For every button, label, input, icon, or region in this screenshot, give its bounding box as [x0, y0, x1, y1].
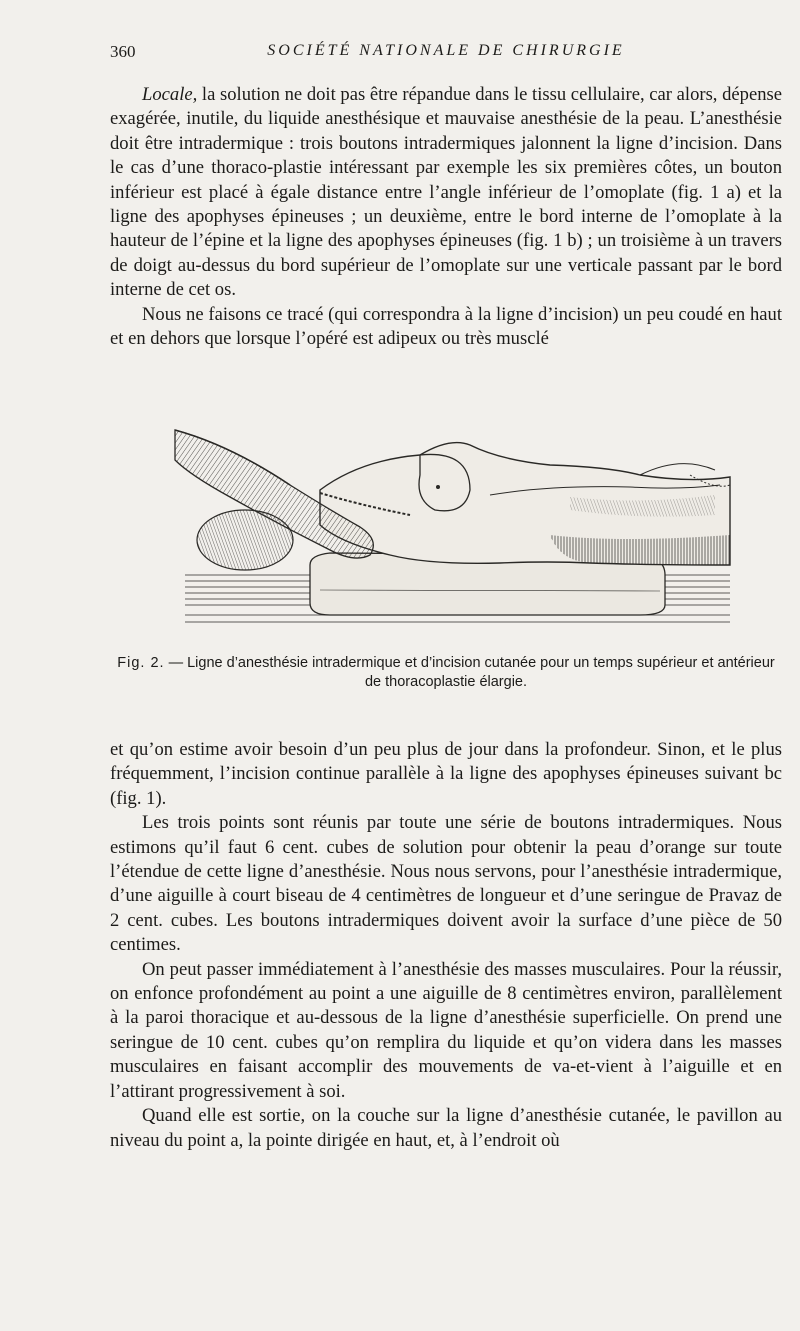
paragraph [110, 958, 782, 1104]
running-head [110, 42, 782, 66]
paragraph [110, 811, 782, 957]
paragraph [110, 83, 782, 303]
page-number: 360 [110, 42, 136, 61]
paragraph [110, 1104, 782, 1153]
figure-illustration [170, 415, 735, 640]
paragraph-text: Les trois points sont réunis par toute une série de boutons intradermiques. Nous estimons qu’il faut 6 cent. cubes de solution pour obtenir la peau d’orange sur toute l’étendue de cette ligne d’anesthésie. Nous nous servons, pour l’anesthésie intradermique, d’une aiguille à court biseau de 4 centimètres de longueur et d’une seringue de Pravaz de 2 cent. cubes. Les boutons intradermiques doivent avoir la surface d’une pièce de 50 centimes. [110, 812, 782, 956]
paragraph [110, 738, 782, 811]
paragraph-text: la solution ne doit pas être répandue dans le tissu cellulaire, car alors, dépense exagérée, inutile, du liquide anesthésique et mauvaise anesthésie de la peau. L’anesthésie doit être intradermique : trois boutons intradermiques jalonnent la ligne d’incision. Dans le cas d’une thoraco-plastie intéressant par exemple les six premières côtes, un bouton inférieur est placé à égale distance entre l’angle inférieur de l’omoplate (fig. 1 a) et la ligne des apophyses épineuses ; un deuxième, entre le bord interne de l’omoplate à la hauteur de l’épine et la ligne des apophyses épineuses (fig. 1 b) ; un troisième à un travers de doigt au-dessus du bord supérieur de l’omoplate sur une verticale passant par le bord interne de cet os. [110, 84, 782, 301]
paragraph-text: Nous ne faisons ce tracé (qui correspondra à la ligne d’incision) un peu coudé en haut et en dehors que lorsque l’opéré est adipeux ou très musclé [110, 303, 782, 350]
text-block-bottom [110, 738, 782, 1153]
paragraph-text: On peut passer immédiatement à l’anesthésie des masses musculaires. Pour la réussir, on enfonce profondément au point a une aiguille de 8 centimètres environ, parallèlement à la paroi thoracique et au-dessous de la ligne d’anesthésie superficielle. On prend une seringue de 10 cent. cubes qu’on remplira du liquide et qu’on videra dans les masses musculaires en faisant accomplir des mouvements de va-et-vient à l’aiguille et en l’attirant progressivement à soi. [110, 958, 782, 1102]
paragraph-text: et qu’on estime avoir besoin d’un peu plus de jour dans la profondeur. Sinon, et le plus fréquemment, l’incision continue parallèle à la ligne des apophyses épineuses suivant bc (fig. 1). [110, 739, 782, 809]
paragraph-lead-italic: Locale, [142, 84, 198, 105]
paragraph [110, 303, 782, 352]
paragraph-text: Quand elle est sortie, on la couche sur la ligne d’anesthésie cutanée, le pavillon au niveau du point a, la pointe dirigée en haut, et, à l’endroit où [110, 1105, 782, 1151]
figure-caption [110, 654, 782, 692]
figure-label: Fig. 2. [117, 655, 165, 671]
journal-title: SOCIÉTÉ NATIONALE DE CHIRURGIE [267, 42, 625, 59]
figure-caption-text: — Ligne d’anesthésie intradermique et d’incision cutanée pour un temps supérieur et antérieur de thoracoplastie élargie. [164, 655, 775, 690]
text-block-top [110, 83, 782, 351]
